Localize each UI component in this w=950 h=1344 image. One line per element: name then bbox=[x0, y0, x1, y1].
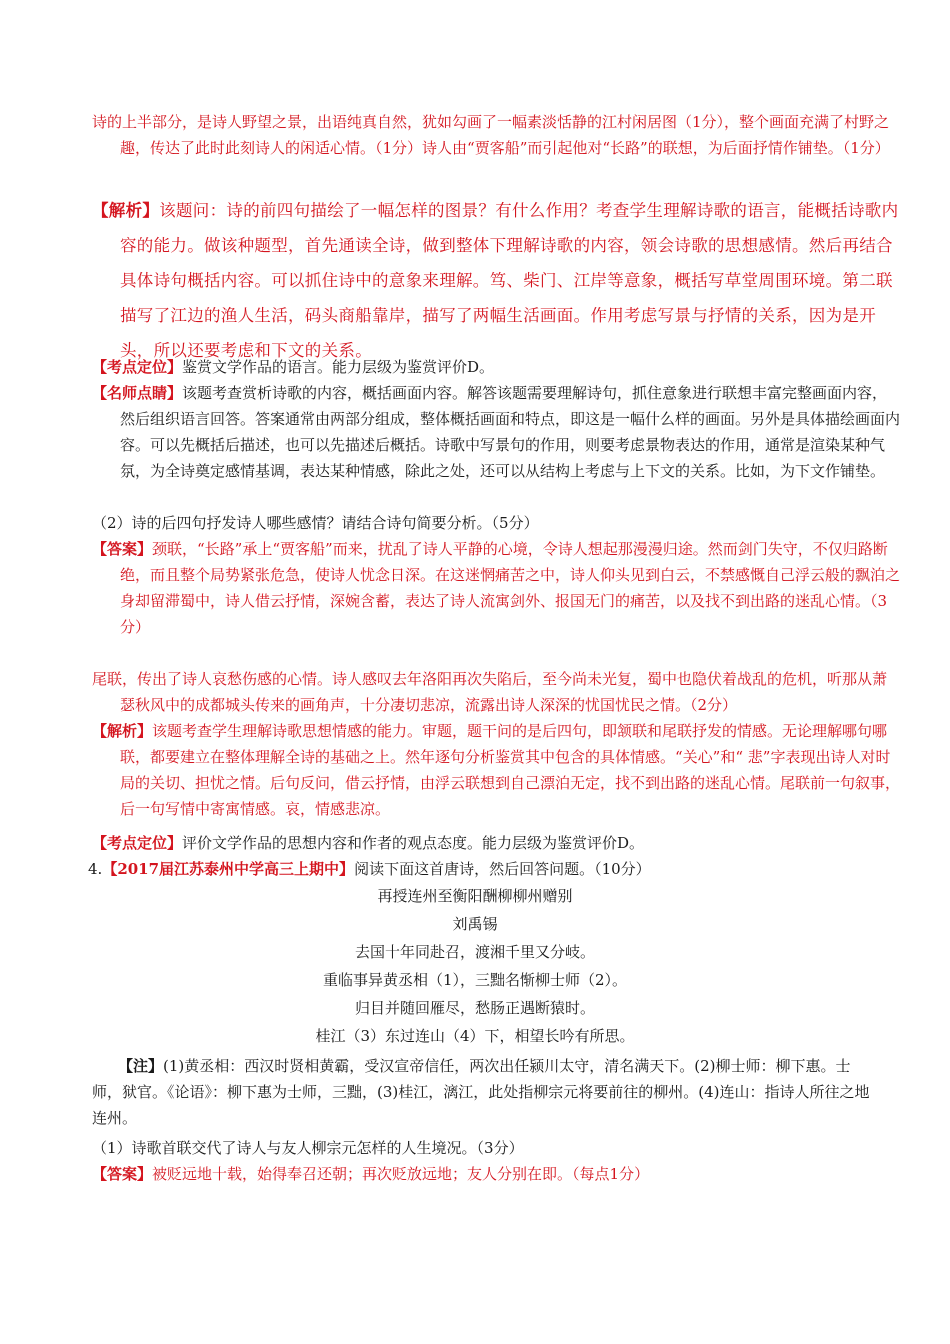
question-2: （2）诗的后四句抒发诗人哪些感情？请结合诗句简要分析。（5分） bbox=[92, 514, 539, 532]
analysis-text: 该题问：诗的前四句描绘了一幅怎样的图景？有什么作用？考查学生理解诗歌的语言，能概括诗歌内容的能力。做该种题型，首先通读全诗，做到整体下理解诗歌的内容，领会诗歌的思想感情。然后再结合具体诗句概括内容。可以抓住诗中的意象来理解。笃、柴门、江岸等意象，概括写草堂周围环境。第二联描写了江边的渔人生活，码头商船靠岸，描写了两幅生活画面。作用考虑写景与抒情的关系，因为是开头，所以还要考虑和下文的关系。 bbox=[120, 201, 899, 360]
poem-line-2: 重临事异黄丞相（1），三黜名惭柳士师（2）。 bbox=[322, 971, 628, 989]
kaodian-text: 评价文学作品的思想内容和作者的观点态度。能力层级为鉴赏评价D。 bbox=[182, 834, 645, 852]
mingshi-text: 该题考查赏析诗歌的内容，概括画面内容。解答该题需要理解诗句，抓住意象进行联想丰富完整画面内容，然后组织语言回答。答案通常由两部分组成，整体概括画面和特点，即这是一幅什么样的画面。另外是具体描绘画面内容。可以先概括后描述，也可以先描述后概括。诗歌中写景句的作用，则要考虑景物表达的作用，通常是渲染某种气氛，为全诗奠定感情基调，表达某种情感，除此之处，还可以从结构上考虑与上下文的关系。比如，为下文作铺垫。 bbox=[120, 384, 901, 480]
kaodian-tag: 【考点定位】 bbox=[92, 358, 183, 376]
answer-4-1: 【答案】被贬远地十载，始得奉召还朝；再次贬放远地；友人分别在即。（每点1分） bbox=[92, 1165, 650, 1183]
poem-author: 刘禹锡 bbox=[452, 915, 498, 933]
analysis-text: 该题考查学生理解诗歌思想情感的能力。审题，题干问的是后四句，即颔联和尾联抒发的情感。无论理解哪句哪联，都要建立在整体理解全诗的基础之上。然年逐句分析鉴赏其中包含的具体情感。“关心”和“ 悲”字表现出诗人对时局的关切、担忧之情。后句反问，借云抒情，由浮云联想到自己漂泊无定，找不到出路的迷乱心情。尾联前一句叙事，后一句写情中寄寓情感。哀，情感悲凉。 bbox=[120, 722, 901, 818]
answer-tag: 【答案】 bbox=[92, 1165, 153, 1183]
poem-notes: 【注】(1)黄丞相：西汉时贤相黄霸，受汉宣帝信任，两次出任颍川太守，清名满天下。(2)柳士师：柳下惠。士师，狱官。《论语》：柳下惠为士师，三黜，(3)桂江，漓江，此处指柳宗元将要前往的柳州。(4)连山：指诗人所往之地连州。 bbox=[92, 1057, 870, 1127]
answer-tag: 【答案】 bbox=[92, 540, 153, 558]
answer-text: 颈联，“长路”承上“贾客船”而来，扰乱了诗人平静的心境，令诗人想起那漫漫归途。然而剑门失守，不仅归路断绝，而且整个局势紧张危急，使诗人忧念日深。在这迷惘痛苦之中，诗人仰头见到白云，不禁感慨自己浮云般的飘泊之身却留滞蜀中，诗人借云抒情，深婉含蓄，表达了诗人流寓剑外、报国无门的痛苦，以及找不到出路的迷乱心情。（3分） bbox=[120, 540, 901, 636]
mingshi-para bbox=[92, 380, 900, 484]
source-tag: 【2017届江苏泰州中学高三上期中】 bbox=[102, 860, 355, 878]
analysis-para-2 bbox=[92, 718, 900, 822]
kaodian-para-1 bbox=[92, 354, 900, 380]
kaodian-tag: 【考点定位】 bbox=[92, 834, 183, 852]
answer-para-2 bbox=[92, 536, 900, 640]
poem-title: 再授连州至衡阳酬柳柳州赠别 bbox=[377, 887, 573, 905]
mingshi-tag: 【名师点睛】 bbox=[92, 384, 183, 402]
analysis-para-1 bbox=[92, 193, 900, 368]
notes-tag: 【注】 bbox=[118, 1057, 164, 1075]
answer-text: 诗的上半部分，是诗人野望之景，出语纯真自然，犹如勾画了一幅素淡恬静的江村闲居图（1分），整个画面充满了村野之趣，传达了此时此刻诗人的闲适心情。（1分）诗人由“贾客船”而引起他对“长路”的联想，为后面抒情作铺垫。（1分） bbox=[92, 113, 890, 157]
question-4-1: （1）诗歌首联交代了诗人与友人柳宗元怎样的人生境况。（3分） bbox=[92, 1139, 524, 1157]
poem-line-3: 归目并随回雁尽，愁肠正遇断猿时。 bbox=[354, 999, 595, 1017]
analysis-tag: 【解析】 bbox=[92, 201, 160, 220]
poem-line-1: 去国十年同赴召，渡湘千里又分岐。 bbox=[354, 943, 595, 961]
answer-para-2b: 尾联，传出了诗人哀愁伤感的心情。诗人感叹去年洛阳再次失陷后，至今尚未光复，蜀中也隐伏着战乱的危机，听那从萧瑟秋风中的成都城头传来的画角声，十分凄切悲凉，流露出诗人深深的忧国忧民之情。（2分） bbox=[92, 670, 888, 714]
kaodian-text: 鉴赏文学作品的语言。能力层级为鉴赏评价D。 bbox=[182, 358, 495, 376]
analysis-tag: 【解析】 bbox=[92, 722, 153, 740]
poem-line-4: 桂江（3）东过连山（4）下，相望长吟有所思。 bbox=[315, 1027, 635, 1045]
kaodian-para-2 bbox=[92, 830, 900, 856]
question-4-header: 4.【2017届江苏泰州中学高三上期中】阅读下面这首唐诗，然后回答问题。（10分） bbox=[88, 860, 651, 878]
answer-continuation-para bbox=[92, 109, 900, 161]
